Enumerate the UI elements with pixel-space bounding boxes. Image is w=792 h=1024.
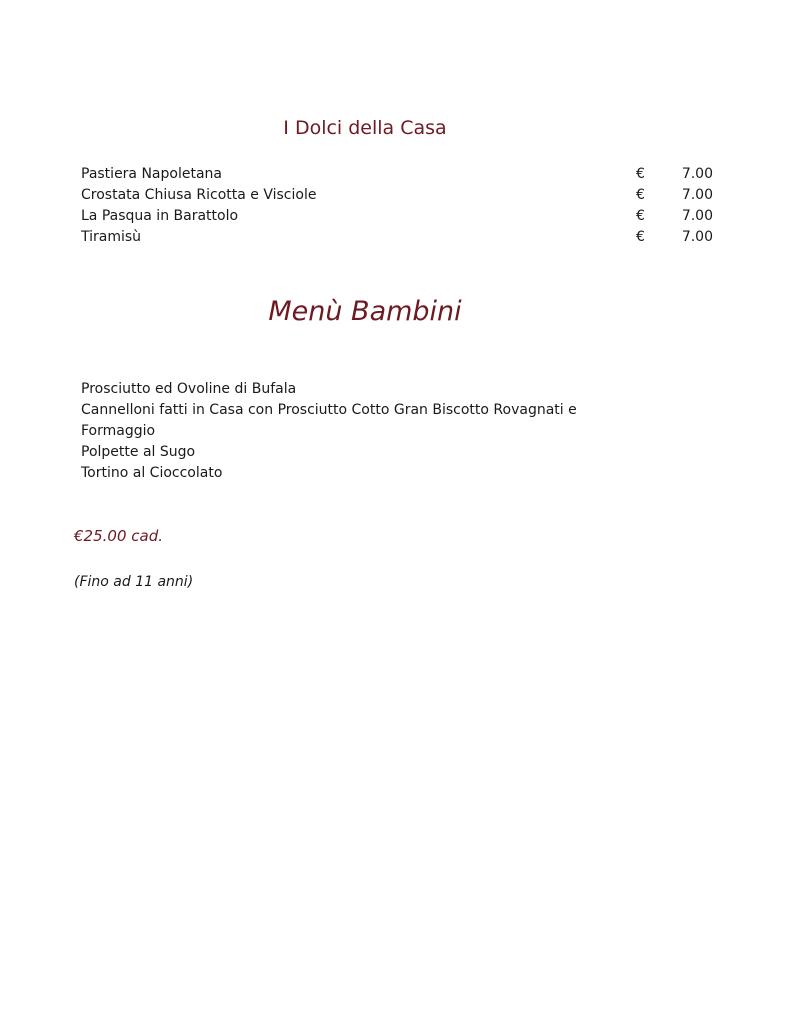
list-item: Polpette al Sugo [81,444,196,460]
bambini-age-note: (Fino ad 11 anni) [74,574,194,590]
item-price: 7.00 [681,229,713,245]
item-name: Tiramisù [81,229,142,245]
item-name: Pastiera Napoletana [81,166,222,182]
dolci-list [81,164,721,248]
menu-item [81,227,721,248]
item-name: Crostata Chiusa Ricotta e Visciole [81,187,317,203]
bambini-section-title: Menù Bambini [268,296,462,327]
menu-item [81,164,721,185]
list-item: Tortino al Cioccolato [81,465,223,481]
item-price: 7.00 [681,208,713,224]
item-currency: € [636,208,645,224]
menu-item [81,185,721,206]
list-item: Cannelloni fatti in Casa con Prosciutto Cotto Gran Biscotto Rovagnati e [81,402,577,418]
item-currency: € [636,166,645,182]
item-price: 7.00 [681,166,713,182]
dolci-section-title: I Dolci della Casa [283,117,447,139]
menu-item [81,206,721,227]
bambini-list [81,379,641,484]
list-item: Formaggio [81,423,156,439]
item-currency: € [636,229,645,245]
bambini-price: €25.00 cad. [74,527,163,545]
list-item: Prosciutto ed Ovoline di Bufala [81,381,297,397]
item-name: La Pasqua in Barattolo [81,208,239,224]
item-price: 7.00 [681,187,713,203]
item-currency: € [636,187,645,203]
